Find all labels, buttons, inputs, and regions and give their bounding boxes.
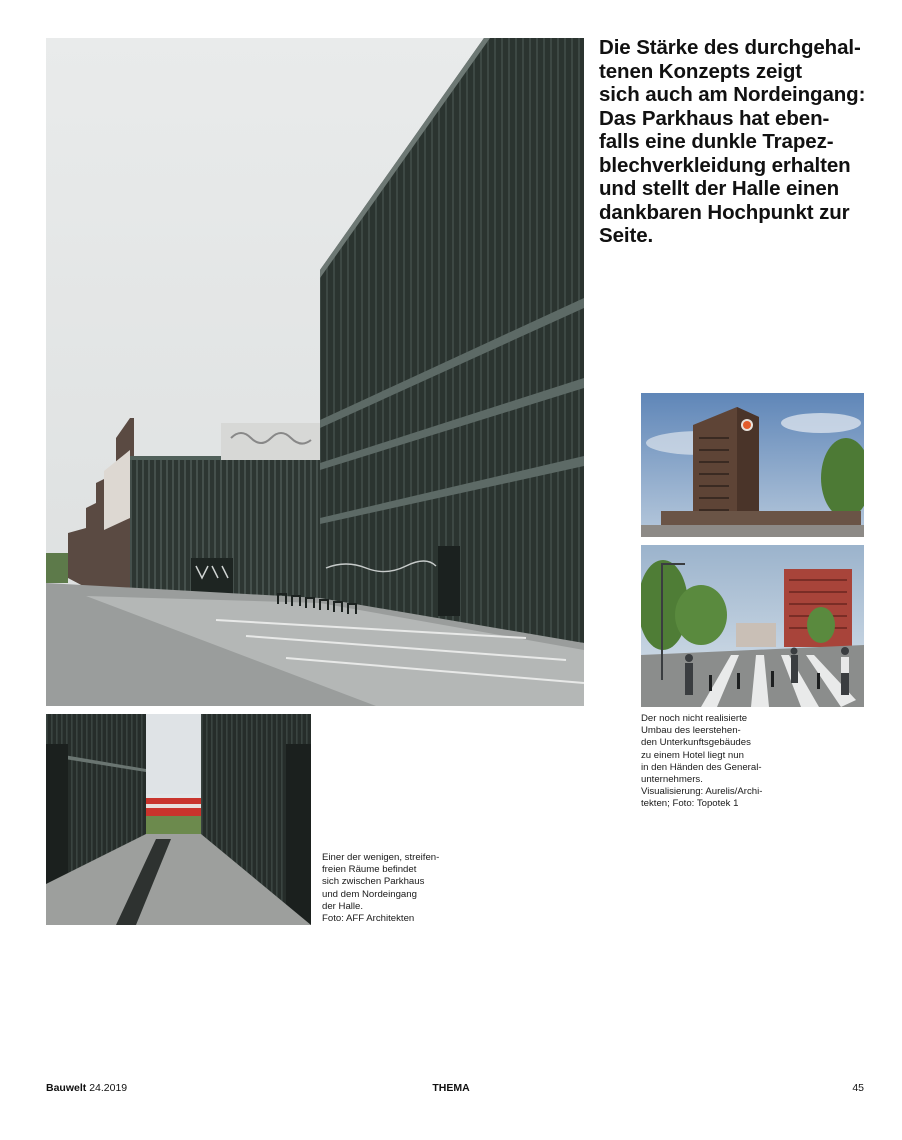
caption-credit: Foto: AFF Architekten bbox=[322, 913, 415, 925]
caption-line: und dem Nordeingang bbox=[322, 888, 417, 900]
lead-line: sich auch am Nordeingang: bbox=[599, 83, 866, 106]
caption-line: unternehmers. bbox=[641, 774, 703, 786]
caption-line: sich zwischen Parkhaus bbox=[322, 876, 425, 888]
lead-line: Seite. bbox=[599, 224, 654, 247]
lead-line: falls eine dunkle Trapez- bbox=[599, 130, 834, 153]
lead-line: blechverkleidung erhalten bbox=[599, 153, 851, 177]
issue-number: 24.2019 bbox=[89, 1082, 128, 1094]
caption-line: freien Räume befindet bbox=[322, 864, 417, 876]
caption-line: zu einem Hotel liegt nun bbox=[641, 749, 744, 761]
lead-line: dankbaren Hochpunkt zur bbox=[599, 200, 850, 224]
magazine-name: Bauwelt bbox=[46, 1082, 87, 1094]
main-photo-parking-garage bbox=[46, 38, 584, 706]
caption-line: der Halle. bbox=[322, 900, 364, 912]
passage-photo bbox=[46, 714, 311, 925]
lead-text bbox=[599, 36, 871, 248]
lead-line: tenen Konzepts zeigt bbox=[599, 59, 803, 83]
caption-hotel-tower bbox=[641, 713, 801, 811]
street-photo bbox=[641, 545, 864, 707]
caption-line: den Unterkunftsgebäudes bbox=[641, 737, 751, 749]
caption-credit: tekten; Foto: Topotek 1 bbox=[641, 798, 739, 810]
lead-line: Das Parkhaus hat eben- bbox=[599, 106, 830, 130]
lead-line: und stellt der Halle einen bbox=[599, 177, 840, 200]
caption-line: Einer der wenigen, streifen- bbox=[322, 852, 440, 863]
caption-line: Der noch nicht realisierte bbox=[641, 713, 748, 724]
section-label: THEMA bbox=[432, 1082, 470, 1094]
caption-line: Umbau des leerstehen- bbox=[641, 725, 741, 737]
lead-line: Die Stärke des durchgehal- bbox=[599, 36, 861, 59]
hotel-tower-visualization bbox=[641, 393, 864, 537]
caption-credit: Visualisierung: Aurelis/Archi- bbox=[641, 786, 763, 798]
caption-line: in den Händen des General- bbox=[641, 761, 762, 773]
page-number: 45 bbox=[852, 1082, 864, 1094]
caption-passage bbox=[322, 852, 462, 925]
